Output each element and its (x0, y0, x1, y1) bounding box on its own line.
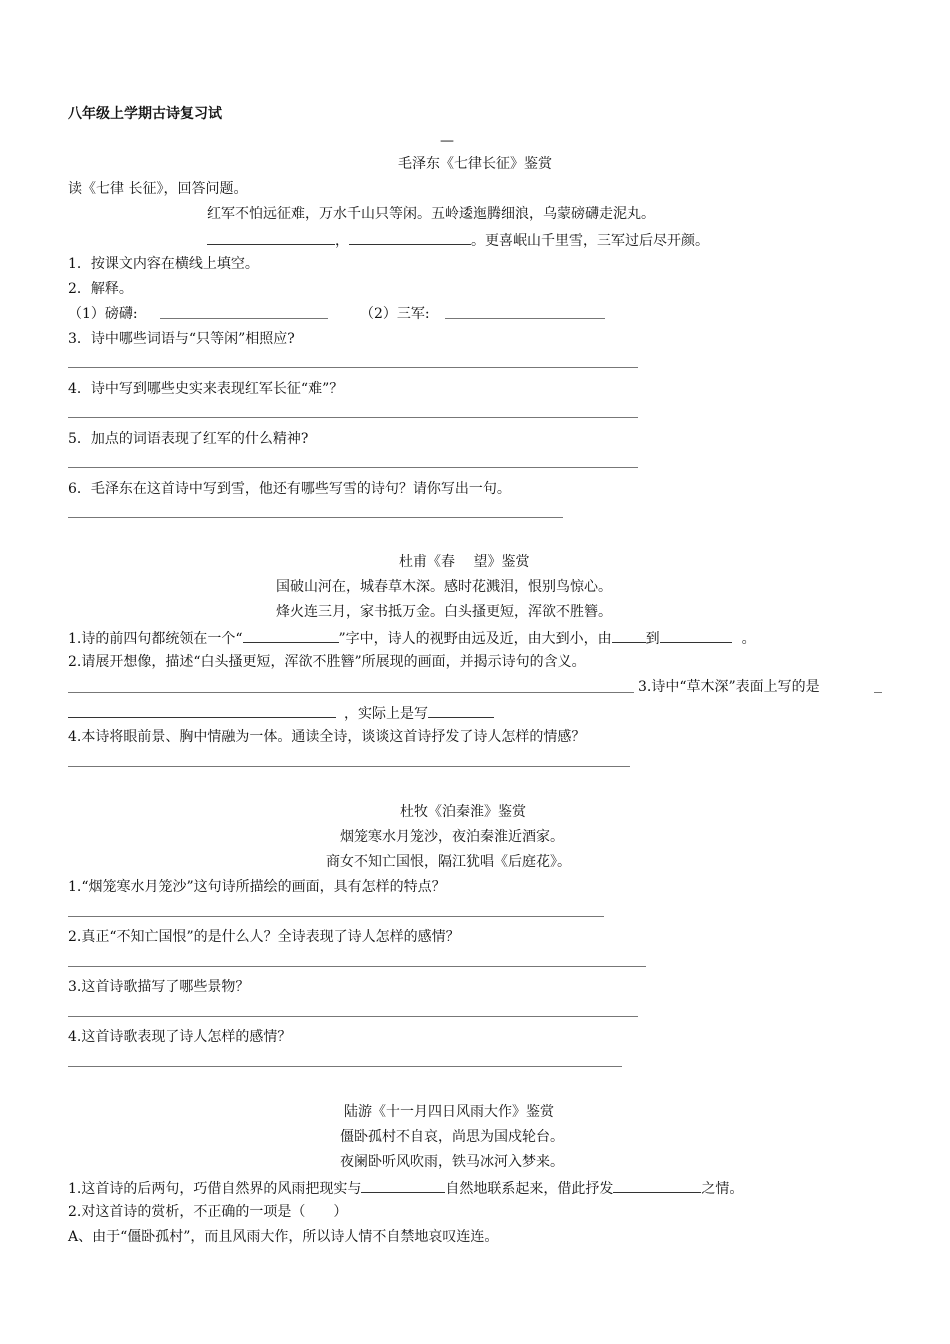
question-4: 4．诗中写到哪些史实来表现红军长征“难”？ (68, 381, 344, 397)
question-1: 1．按课文内容在横线上填空。 (68, 256, 259, 272)
question-3: 3.这首诗歌描写了哪些景物？ (68, 979, 250, 995)
fill-blank-reality[interactable] (361, 1178, 445, 1193)
poem-line-1: 僵卧孤村不自哀，尚思为国戍轮台。 (340, 1129, 564, 1145)
question-1: 1.“烟笼寒水月笼沙”这句诗所描绘的画面，具有怎样的特点？ (68, 879, 446, 895)
question-1: 1.诗的前四句都统领在一个“ ”字中，诗人的视野由远及近，由大到小，由 到 。 (68, 628, 756, 648)
fill-blank-word[interactable] (243, 628, 339, 643)
answer-line-4[interactable] (68, 766, 630, 767)
poem-line-2: 烽火连三月，家书抵万金。白头搔更短，浑欲不胜簪。 (276, 604, 612, 620)
poem-line-2: 夜阑卧听风吹雨，铁马冰河入梦来。 (340, 1154, 564, 1170)
document-title: 八年级上学期古诗复习试 (68, 106, 222, 122)
question-3: 3．诗中哪些词语与“只等闲”相照应? (68, 331, 295, 347)
answer-line-3a-start[interactable] (874, 692, 882, 693)
section-heading-changzheng: 毛泽东《七律长征》鉴赏 (398, 156, 552, 172)
fill-blank-from[interactable] (612, 628, 646, 643)
poem-line-2: ， 。更喜岷山千里雪，三军过后尽开颜。 (207, 230, 709, 250)
answer-line-4[interactable] (68, 1066, 622, 1067)
question-2b: （2）三军: (360, 306, 430, 322)
answer-line-1[interactable] (68, 916, 604, 917)
section-heading-chunwang: 杜甫《春 望》鉴赏 (399, 554, 530, 570)
question-4: 4.这首诗歌表现了诗人怎样的感情？ (68, 1029, 292, 1045)
question-2: 2．解释。 (68, 281, 133, 297)
fill-blank-surface[interactable] (68, 703, 336, 718)
answer-line-5[interactable] (68, 467, 638, 468)
section-intro: 读《七律 长征》，回答问题。 (68, 181, 248, 197)
title-dash: — (440, 133, 454, 149)
answer-line-3[interactable] (68, 367, 638, 368)
question-4: 4.本诗将眼前景、胸中情融为一体。通读全诗，谈谈这首诗抒发了诗人怎样的情感？ (68, 729, 586, 745)
fill-blank-2[interactable] (349, 230, 471, 245)
answer-line-6[interactable] (68, 517, 563, 518)
fill-blank-to[interactable] (660, 628, 732, 643)
answer-line-2a[interactable] (160, 318, 328, 319)
question-2: 2.请展开想像，描述“白头搔更短，浑欲不胜簪”所展现的画面，并揭示诗句的含义。 (68, 654, 586, 670)
answer-line-3[interactable] (68, 1016, 638, 1017)
question-2: 2.真正“不知亡国恨”的是什么人？全诗表现了诗人怎样的感情？ (68, 929, 460, 945)
poem-line-1: 国破山河在，城春草木深。感时花溅泪，恨别鸟惊心。 (276, 579, 612, 595)
section-heading-boqinhuai: 杜牧《泊秦淮》鉴赏 (400, 804, 526, 820)
answer-line-2[interactable] (68, 692, 634, 693)
question-5: 5．加点的词语表现了红军的什么精神? (68, 431, 309, 447)
poem-line-2: 商女不知亡国恨，隔江犹唱《后庭花》。 (326, 854, 571, 870)
answer-line-4[interactable] (68, 417, 638, 418)
question-6: 6．毛泽东在这首诗中写到雪，他还有哪些写雪的诗句？请你写出一句。 (68, 481, 511, 497)
answer-line-2[interactable] (68, 966, 646, 967)
question-3-cont: ，实际上是写 (68, 703, 494, 723)
fill-blank-1[interactable] (207, 230, 335, 245)
question-2a: （1）磅礴: (68, 306, 138, 322)
question-3: 3.诗中“草木深”表面上写的是 (638, 679, 820, 695)
fill-blank-emotion[interactable] (613, 1178, 701, 1193)
option-a: A、由于“僵卧孤村”，而且风雨大作，所以诗人情不自禁地哀叹连连。 (68, 1229, 499, 1245)
fill-blank-actual[interactable] (428, 703, 494, 718)
section-heading-fengyu: 陆游《十一月四日风雨大作》鉴赏 (344, 1104, 554, 1120)
question-1: 1.这首诗的后两句，巧借自然界的风雨把现实与 自然地联系起来，借此抒发 之情。 (68, 1178, 743, 1198)
question-2: 2.对这首诗的赏析，不正确的一项是（ ） (68, 1204, 348, 1220)
poem-line-1: 烟笼寒水月笼沙，夜泊秦淮近酒家。 (340, 829, 564, 845)
answer-line-2b[interactable] (445, 318, 605, 319)
poem-line-1: 红军不怕远征难，万水千山只等闲。五岭逶迤腾细浪，乌蒙磅礴走泥丸。 (207, 206, 655, 222)
